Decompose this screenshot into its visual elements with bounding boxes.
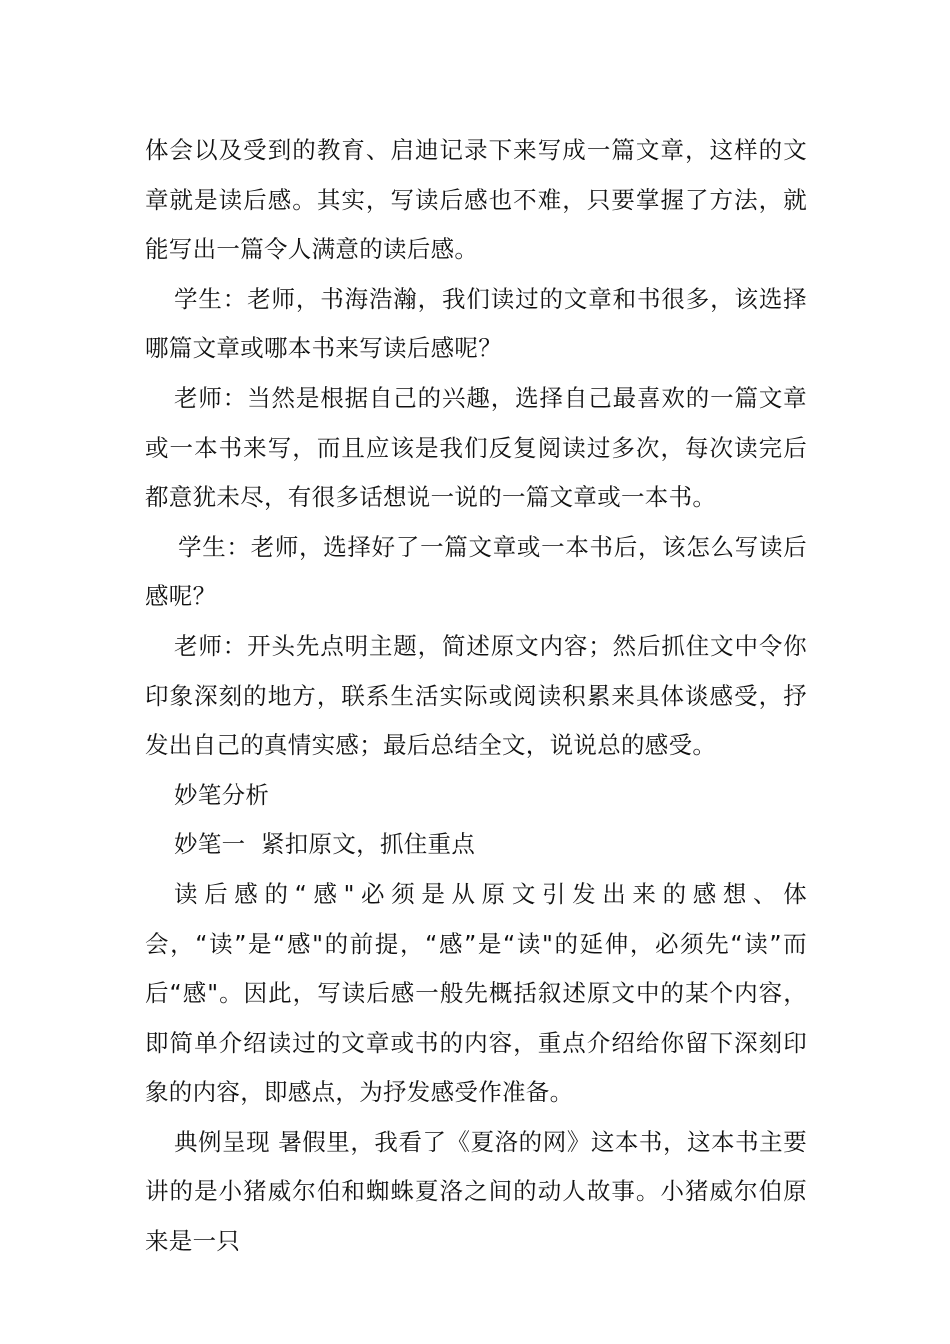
subheading-technique-1: 妙笔一 紧扣原文，抓住重点	[174, 830, 476, 859]
paragraph-teacher-answer-2: 老师：开头先点明主题，简述原文内容；然后抓住文中令你印象深刻的地方，联系生活实际或阅读积累来具体谈感受，抒发出自己的真情实感；最后总结全文，说说总的感受。	[145, 631, 807, 760]
paragraph-teacher-answer-1: 老师：当然是根据自己的兴趣，选择自己最喜欢的一篇文章或一本书来写，而且应该是我们反复阅读过多次，每次读完后都意犹未尽，有很多话想说一说的一篇文章或一本书。	[145, 383, 807, 512]
document-body	[145, 126, 807, 1267]
paragraph-student-question-1: 学生：老师，书海浩瀚，我们读过的文章和书很多，该选择哪篇文章或哪本书来写读后感呢？	[145, 284, 807, 363]
section-heading-analysis: 妙笔分析	[174, 780, 270, 809]
paragraph-student-question-2: 学生：老师，选择好了一篇文章或一本书后，该怎么写读后感呢？	[145, 532, 807, 611]
paragraph-example: 典例呈现 暑假里，我看了《夏洛的网》这本书，这本书主要讲的是小猪威尔伯和蜘蛛夏洛之间的动人故事。小猪威尔伯原来是一只	[145, 1127, 807, 1256]
paragraph-intro-continuation: 体会以及受到的教育、启迪记录下来写成一篇文章，这样的文章就是读后感。其实，写读后感也不难，只要掌握了方法，就能写出一篇令人满意的读后感。	[145, 136, 807, 264]
paragraph-technique-1-explanation: 读后感的“感"必须是从原文引发出来的感想、体会，“读”是“感"的前提，“感”是“读"的延伸，必须先“读”而后“感"。因此，写读后感一般先概括叙述原文中的某个内容，即简单介绍读过的文章或书的内容，重点介绍给你留下深刻印象的内容，即感点，为抒发感受作准备。	[145, 879, 807, 1107]
